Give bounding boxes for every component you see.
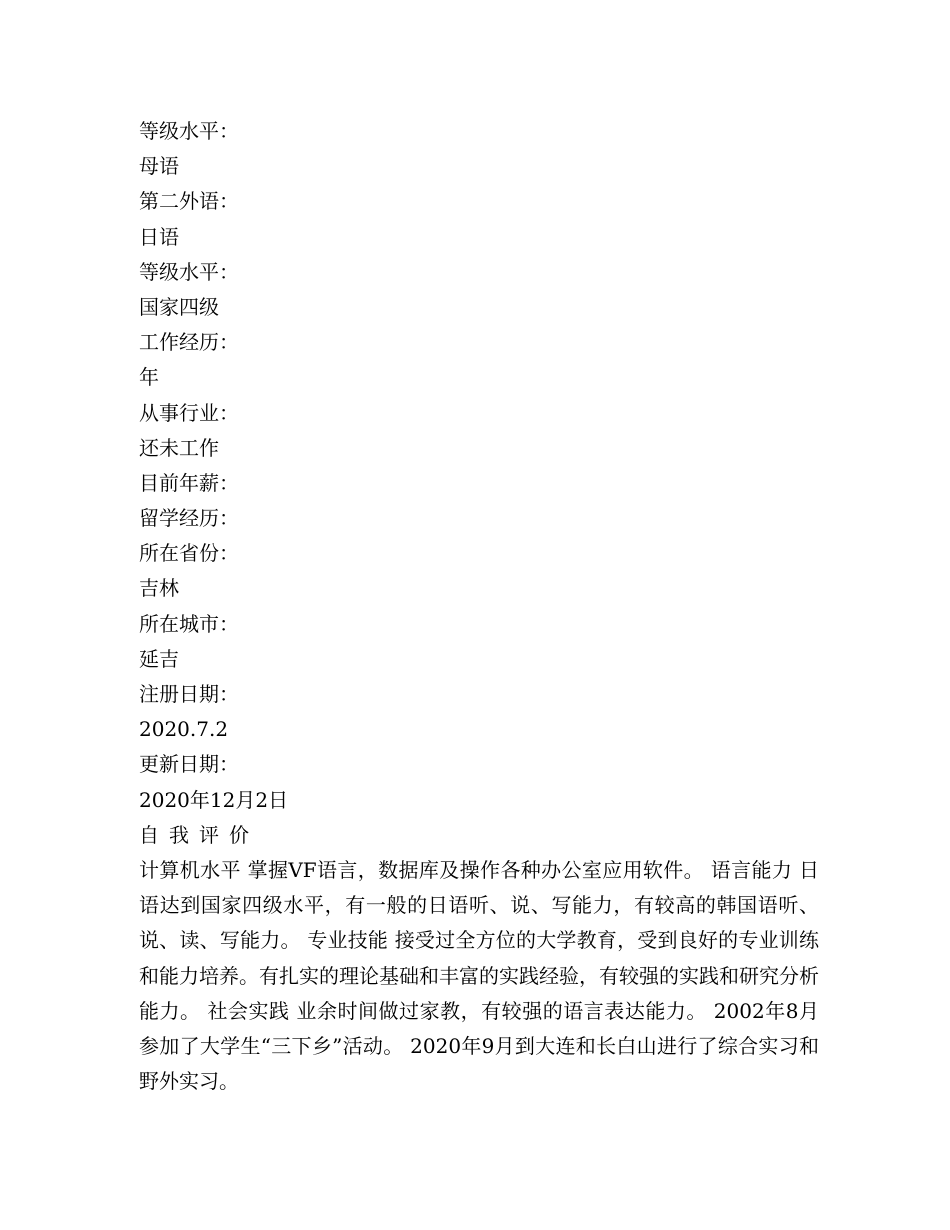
field-label: 注册日期：: [139, 682, 239, 706]
field-value: 国家四级: [139, 294, 219, 319]
field-value: 还未工作: [139, 435, 219, 460]
field-label: 所在城市：: [139, 611, 239, 636]
self-evaluation-heading: 自我评价: [139, 822, 259, 847]
field-label: 等级水平：: [139, 259, 239, 284]
self-evaluation-body: 计算机水平 掌握VF语言，数据库及操作各种办公室应用软件。 语言能力 日语达到国家四级水平，有一般的日语听、说、写能力，有较高的韩国语听、说、读、写能力。 专业技能 接受过全方位的大学教育，受到良好的专业训练和能力培养。有扎实的理论基础和丰富的实践经验，有较强的实践和研究分析能力。 社会实践 业余时间做过家教，有较强的语言表达能力。 2002年8月 参加了大学生“三下乡”活动。 2020年9月到大连和长白山进行了综合实习和野外实习。: [139, 857, 819, 1094]
field-value: 年: [139, 365, 159, 390]
field-label: 第二外语：: [139, 189, 239, 214]
resume-content: [139, 114, 819, 1099]
field-label: 从事行业：: [139, 400, 239, 425]
field-label: 留学经历：: [139, 506, 239, 531]
field-value: 2020.7.2: [139, 717, 229, 742]
field-value: 2020年12月2日: [139, 787, 289, 812]
field-value: 延吉: [139, 646, 179, 671]
field-value: 母语: [139, 154, 179, 179]
field-value: 日语: [139, 224, 179, 249]
field-label: 更新日期：: [139, 752, 239, 777]
field-value: 吉林: [139, 576, 179, 601]
field-label: 等级水平：: [139, 119, 239, 143]
field-label: 所在省份：: [139, 541, 239, 566]
field-label: 目前年薪：: [139, 470, 239, 495]
field-label: 工作经历：: [139, 330, 239, 355]
